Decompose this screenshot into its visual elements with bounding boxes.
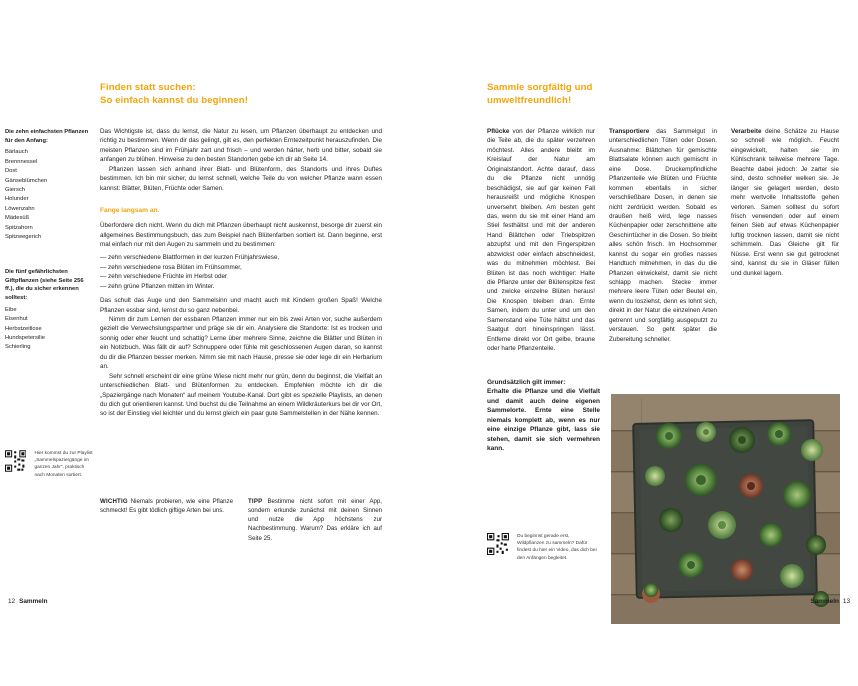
video-qr-block xyxy=(487,533,602,562)
list-item: Brennnessel xyxy=(5,158,38,165)
right-page-title xyxy=(487,82,787,107)
page-number: 13 xyxy=(842,598,850,605)
left-page-title-line1: Finden statt suchen: xyxy=(100,82,196,93)
right-page-footer xyxy=(810,598,850,605)
principle-box xyxy=(487,378,600,453)
dash-list-item: — zehn verschiedene rosa Blüten im Frühsommer, xyxy=(100,263,242,271)
list-item: Eibe xyxy=(5,306,17,313)
list-item: Dost xyxy=(5,168,17,175)
list-item: Spitzahorn xyxy=(5,224,33,231)
column-text: das Sammelgut in unterschiedlichen Tüten oder Dosen. Ausnahme: Blättchen für gemischte Blattsalate können auch gemischt in eine Dose. Druckempfindliche Pflanzenteile wie Blüten und Früchte kommen ebenfalls in sicher verschließbare Dosen, in denen sie nicht zerdrückt werden. Sobald es draußen heiß wird, lege nasses Küchenpapier oder zerschnittene alte Geschirrtücher in die Dosen. So bleibt alles schön frisch. Im Hochsommer kannst du sogar ein großes nasses Handtuch mitnehmen, in das du die Pflanzen einwickelst, damit sie nicht schlapp machen. Stecke immer mehrere leere Tüten oder Beutel ein, wenn du losziehst, denn es lohnt sich, direkt in der Natur die einzelnen Arten getrennt und sorgfältig ausgeputzt zu verstauen. So geht später die Zubereitung schneller. xyxy=(609,128,717,343)
sidebar-heading-easy-plants: Die zehn einfachsten Pflanzen für den Anfang: xyxy=(5,129,89,144)
list-item: Eisenhut xyxy=(5,316,28,323)
dash-list xyxy=(100,253,382,291)
paragraph: Das Wichtigste ist, dass du lernst, die Natur zu lesen, um Pflanzen überhaupt zu entdecken und richtig zu bestimmen. Wenn dir das gelingt, gilt es, den perfekten Erntezeitpunkt herauszufinden. Die meisten Pflanzen sind im Frühjahr zart und frisch – und werden härter, herb und bitter, sobald sie anfangen zu blühen. Hinweise zu den besten Standorten gebe ich dir ab Seite 14. xyxy=(100,128,382,164)
paragraph: Sehr schnell erscheint dir eine grüne Wiese nicht mehr nur grün, denn du beginnst, die Vielfalt an unterschiedlichen Blatt- und Blütenformen zu entdecken. Empfehlen möchte ich dir die „Spaziergänge nach Monaten“ auf meinem Youtube-Kanal. Dort gibt es spezielle Playlists, an denen du dich gut orientieren kannst. Und buchst du die Teilnahme an einem Wildkräuterkurs bei dir vor Ort, so ist der Einstieg viel leichter und du lernst gleich ein paar gute Sammelstellen in der Nähe kennen. xyxy=(100,372,382,418)
video-qr-caption: Du beginnst gerade erst, Wildpflanzen zu sammeln? Dafür findest du hier ein Video, das dich bei den Anfängen begleitet. xyxy=(517,534,597,561)
dash-list-item: — zehn verschiedene Blattformen in der kurzen Frühjahrswiese, xyxy=(100,254,280,262)
page-number: 12 xyxy=(8,598,16,605)
principle-text: Erhalte die Pflanze und die Vielfalt und damit auch deine eigenen Sammelorte. Ernte eine Stelle niemals komplett ab, wenn es nur eine einzige Pflanze gibt, lass sie stehen, damit sie sich vermehren kann. xyxy=(487,388,600,452)
left-article xyxy=(100,127,382,419)
column-lead: Pflücke xyxy=(487,128,510,135)
list-item: Schierling xyxy=(5,344,31,351)
paragraph: Nimm dir zum Lernen der essbaren Pflanzen immer nur ein bis zwei Arten vor, suche außerdem gezielt die Verwechslungspartner und präge sie dir ein. Analysiere die Standorte: Ist es trocken und sonnig oder eher feucht und schattig? Lerne über mehrere Sinne, zeichne die Blätter und Blüten in ein Notizbuch. Was fällt dir auf? Schnuppere oder fühle mit geschlossenen Augen daran, so kannst du dir die Pflanzen besser merken. Nimm sie mit nach Hause, presse sie oder lege dir ein Herbarium an. xyxy=(100,316,382,371)
left-page-footer xyxy=(8,598,48,605)
paragraph: Das schult das Auge und den Sammelsinn und macht auch mit Kindern großen Spaß! Welche Pflanzen essbar sind, lernst du so ganz nebenbei. xyxy=(100,297,382,314)
column-pfluecke xyxy=(487,127,595,354)
paragraph: Überfordere dich nicht. Wenn du dich mit Pflanzen überhaupt nicht auskennst, besorge dir zuerst ein allgemeines Bestimmungsbuch, das zum Beispiel nach Blütenfarben sortiert ist. Dann beginne, erst mal einfach nur mit den Augen zu sammeln und zu bestimmen: xyxy=(100,222,382,248)
tipp-text: Bestimme nicht sofort mit einer App, sondern erkunde zunächst mit deinen Sinnen und nutze die App höchstens zur Nachbestimmung. Warum? Das erkläre ich auf Seite 25. xyxy=(248,498,382,542)
list-item: Spitzwegerich xyxy=(5,233,42,240)
list-item: Hundspetersilie xyxy=(5,334,45,341)
dash-list-item: — zehn grüne Pflanzen mitten im Winter. xyxy=(100,282,215,290)
section-subheading: Fange langsam an. xyxy=(100,207,160,215)
tipp-label: TIPP xyxy=(248,498,263,505)
right-page-title-line1: Sammle sorgfältig und xyxy=(487,82,593,93)
sidebar-heading-poison-plants: Die fünf gefährlichsten Giftpflanzen (siehe Seite 256 ff.), die du sicher erkennen solltest: xyxy=(5,269,84,302)
wichtig-text: Niemals probieren, wie eine Pflanze schmeckt! Es gibt tödlich giftige Arten bei uns. xyxy=(100,498,233,515)
list-item: Giersch xyxy=(5,186,25,193)
list-item: Mädesüß xyxy=(5,215,30,222)
list-item: Herbstzeitlose xyxy=(5,325,42,332)
sidebar-qr-caption: Hier kommst du zur Playlist „Sammelspaziergänge im ganzen Jahr“, praktisch nach Monaten sortiert. xyxy=(34,451,93,478)
list-item: Bärlauch xyxy=(5,149,28,156)
sidebar-easy-plants xyxy=(5,128,93,242)
section-label: Sammeln xyxy=(19,598,48,605)
dash-list-item: — zehn verschiedene Früchte im Herbst oder xyxy=(100,273,228,281)
column-text: deine Schätze zu Hause so schnell wie möglich. Feucht eingewickelt, halten sie im Kühlschrank teilweise mehrere Tage. Beachte dabei jedoch: Je zarter sie sind, desto schneller welken sie. Je länger sie gelagert werden, desto mehr wertvolle Inhaltsstoffe gehen verloren. Samen solltest du sofort frisch verwenden oder auf einem feinen Sieb auf etwas Küchenpapier luftig trocknen lassen, damit sie nicht schimmeln. Das Gleiche gilt für Nüsse. Erst wenn sie gut getrocknet sind, kannst du sie in Gläser füllen und dunkel lagern. xyxy=(731,128,839,277)
column-lead: Verarbeite xyxy=(731,128,762,135)
qr-code-icon xyxy=(487,533,509,555)
paragraph: Pflanzen lassen sich anhand ihrer Blatt- und Blütenform, des Standorts und ihres Duftes bestimmen. Ich bin mir sicher, du lernst schnell, welche Teile du von welcher Pflanze wann essen kannst: Blätter, Blüten, Früchte oder Samen. xyxy=(100,165,382,192)
left-page-title-line2: So einfach kannst du beginnen! xyxy=(100,94,248,106)
plant-photo-image xyxy=(611,394,840,624)
tipp-box xyxy=(248,497,382,543)
column-verarbeite xyxy=(731,127,839,354)
column-text: von der Pflanze wirklich nur die Teile ab, die du später verzehren möchtest. Alles andere bleibt im Kreislauf der Natur am Originalstandort. Achte darauf, dass du die Pflanze nicht unnötig beschädigst, sie auf gar keinen Fall herausreißt und mögliche Knospen unversehrt bleiben. Am besten geht das, wenn du sie mit einer Hand am Stiel festhältst und mit der anderen Hand Blättchen oder Triebspitzen abzupfst und mit den Fingerspitzen abzwickst oder einfach abschneidest, was du mitnehmen möchtest. Bei Blüten ist das noch wichtiger: Halte die Pflanze unter der Blütenspitze fest und zwicke einzelne Blüten heraus! Die Knospen bleiben dran. Ernte Samen, indem du unter und um den Samenstand eine Tüte hältst und das Saatgut dort hineinspringen lässt. Entferne direkt vor Ort gelbe, braune oder harte Pflanzenteile. xyxy=(487,128,595,353)
section-label: Sammeln xyxy=(810,598,839,605)
right-page xyxy=(429,0,858,686)
left-page-title xyxy=(100,82,382,107)
list-item: Gänseblümchen xyxy=(5,177,48,184)
column-lead: Transportiere xyxy=(609,128,650,135)
principle-heading: Grundsätzlich gilt immer: xyxy=(487,379,566,386)
qr-code-icon xyxy=(5,450,26,472)
instruction-columns xyxy=(487,127,839,354)
right-page-title-line2: umweltfreundlich! xyxy=(487,94,572,106)
sidebar-qr-block xyxy=(5,450,95,479)
sidebar-poison-plants xyxy=(5,268,93,353)
plant-photo xyxy=(611,394,840,624)
column-transportiere xyxy=(609,127,717,354)
list-item: Holunder xyxy=(5,196,29,203)
wichtig-box xyxy=(100,497,233,515)
wichtig-label: WICHTIG xyxy=(100,498,128,505)
list-item: Löwenzahn xyxy=(5,205,35,212)
